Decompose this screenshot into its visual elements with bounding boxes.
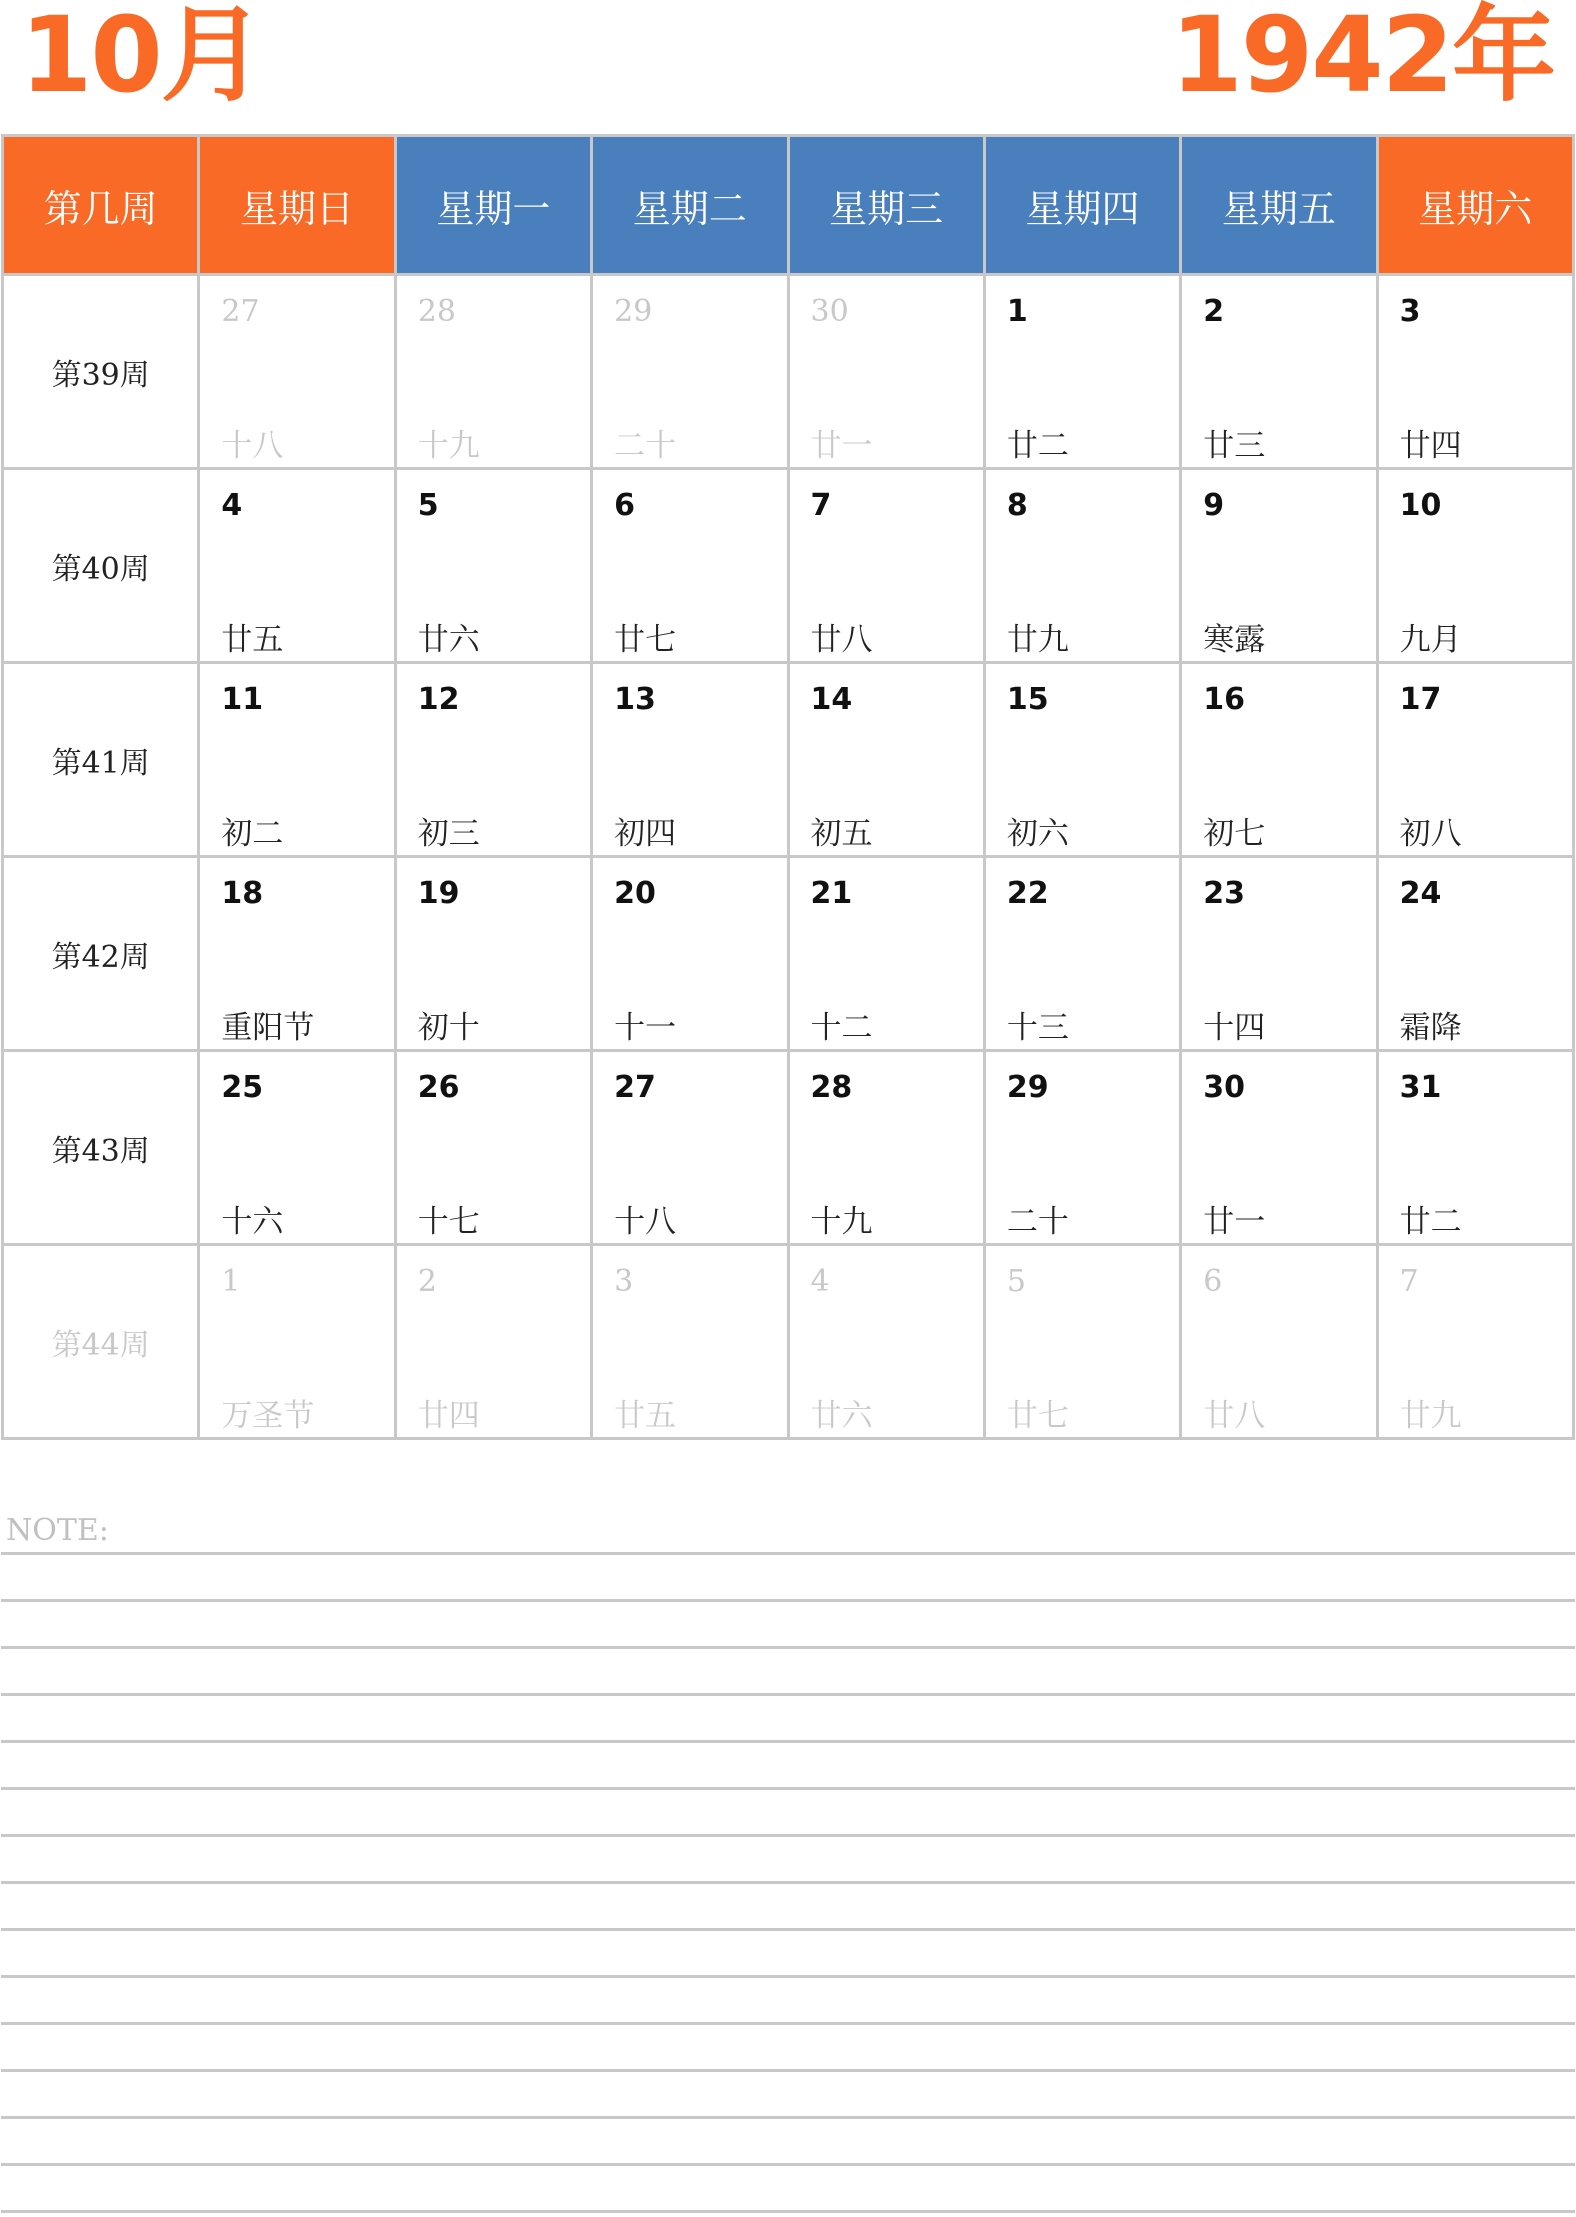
day-cell[interactable] bbox=[395, 663, 591, 857]
calendar-body bbox=[3, 275, 1574, 1439]
day-cell[interactable] bbox=[788, 663, 984, 857]
day-number: 22 bbox=[1006, 876, 1049, 911]
day-number: 13 bbox=[614, 682, 656, 717]
week-label: 第39周 bbox=[3, 275, 199, 469]
day-number: 28 bbox=[810, 1070, 853, 1105]
note-label: NOTE: bbox=[6, 1513, 109, 1548]
day-number: 25 bbox=[221, 1070, 264, 1105]
day-cell[interactable] bbox=[1181, 1051, 1377, 1245]
lunar-date: 二十 bbox=[1006, 1204, 1069, 1240]
lunar-date: 初六 bbox=[1006, 816, 1069, 852]
note-line bbox=[1, 1740, 1575, 1743]
day-number: 28 bbox=[417, 294, 456, 329]
day-cell[interactable] bbox=[788, 1051, 984, 1245]
lunar-date: 十六 bbox=[221, 1204, 284, 1240]
note-line bbox=[1, 2210, 1575, 2213]
lunar-date: 廿二 bbox=[1399, 1204, 1462, 1240]
week-label: 第41周 bbox=[3, 663, 199, 857]
day-cell[interactable] bbox=[395, 469, 591, 663]
day-number: 5 bbox=[1006, 1264, 1026, 1299]
header-friday: 星期五 bbox=[1181, 136, 1377, 275]
day-cell[interactable] bbox=[788, 275, 984, 469]
lunar-date: 十七 bbox=[417, 1204, 480, 1240]
header-tuesday: 星期二 bbox=[592, 136, 788, 275]
header-saturday: 星期六 bbox=[1377, 136, 1573, 275]
day-cell[interactable] bbox=[592, 469, 788, 663]
lunar-date: 初四 bbox=[614, 816, 677, 852]
day-number: 7 bbox=[810, 488, 832, 523]
day-cell[interactable] bbox=[1181, 663, 1377, 857]
day-cell[interactable] bbox=[592, 857, 788, 1051]
day-number: 12 bbox=[417, 682, 460, 717]
day-cell[interactable] bbox=[592, 663, 788, 857]
day-cell[interactable] bbox=[788, 857, 984, 1051]
day-number: 18 bbox=[221, 876, 264, 911]
day-number: 2 bbox=[1203, 294, 1225, 329]
header-wednesday: 星期三 bbox=[788, 136, 984, 275]
day-cell[interactable] bbox=[199, 469, 395, 663]
day-number: 1 bbox=[221, 1264, 241, 1299]
day-cell[interactable] bbox=[199, 275, 395, 469]
day-number: 27 bbox=[614, 1070, 656, 1105]
day-number: 3 bbox=[1399, 294, 1421, 329]
day-number: 5 bbox=[417, 488, 439, 523]
day-number: 10 bbox=[1399, 488, 1442, 523]
day-cell[interactable] bbox=[592, 275, 788, 469]
day-cell[interactable] bbox=[1377, 1245, 1573, 1439]
lunar-date: 十四 bbox=[1203, 1010, 1266, 1046]
day-number: 15 bbox=[1006, 682, 1049, 717]
day-cell[interactable] bbox=[592, 1245, 788, 1439]
note-line bbox=[1, 1646, 1575, 1649]
header-monday: 星期一 bbox=[395, 136, 591, 275]
day-cell[interactable] bbox=[395, 275, 591, 469]
week-label: 第42周 bbox=[3, 857, 199, 1051]
day-number: 29 bbox=[614, 294, 653, 329]
lunar-date: 万圣节 bbox=[221, 1398, 315, 1434]
note-line bbox=[1, 1881, 1575, 1884]
day-number: 8 bbox=[1006, 488, 1028, 523]
day-number: 30 bbox=[1203, 1070, 1245, 1105]
week-label: 第43周 bbox=[3, 1051, 199, 1245]
note-line bbox=[1, 1928, 1575, 1931]
day-cell[interactable] bbox=[984, 469, 1180, 663]
weekday-header-row bbox=[3, 136, 1574, 275]
lunar-date: 十九 bbox=[810, 1204, 873, 1240]
week-row bbox=[3, 275, 1574, 469]
lunar-date: 初八 bbox=[1399, 816, 1462, 852]
day-cell[interactable] bbox=[199, 663, 395, 857]
day-cell[interactable] bbox=[199, 857, 395, 1051]
lunar-date: 廿一 bbox=[810, 428, 873, 464]
day-cell[interactable] bbox=[984, 1245, 1180, 1439]
lunar-date: 廿三 bbox=[1203, 428, 1266, 464]
day-cell[interactable] bbox=[1377, 857, 1573, 1051]
day-cell[interactable] bbox=[1377, 1051, 1573, 1245]
lunar-date: 二十 bbox=[614, 428, 677, 464]
day-number: 19 bbox=[417, 876, 460, 911]
day-number: 16 bbox=[1203, 682, 1245, 717]
note-line bbox=[1, 2163, 1575, 2166]
day-number: 24 bbox=[1399, 876, 1442, 911]
lunar-date: 十一 bbox=[614, 1010, 677, 1046]
day-number: 6 bbox=[1203, 1264, 1223, 1299]
day-number: 23 bbox=[1203, 876, 1245, 911]
lunar-date: 十三 bbox=[1006, 1010, 1069, 1046]
note-line bbox=[1, 1552, 1575, 1555]
lunar-date: 初十 bbox=[417, 1010, 480, 1046]
lunar-date: 重阳节 bbox=[221, 1010, 315, 1046]
day-cell[interactable] bbox=[199, 1051, 395, 1245]
note-line bbox=[1, 2069, 1575, 2072]
lunar-date: 十八 bbox=[221, 428, 284, 464]
day-number: 14 bbox=[810, 682, 853, 717]
year-title: 1942年 bbox=[1170, 0, 1554, 116]
lunar-date: 廿四 bbox=[1399, 428, 1462, 464]
day-number: 3 bbox=[614, 1264, 634, 1299]
day-number: 27 bbox=[221, 294, 260, 329]
day-cell[interactable] bbox=[1377, 663, 1573, 857]
day-cell[interactable] bbox=[984, 275, 1180, 469]
lunar-date: 廿五 bbox=[614, 1398, 677, 1434]
lunar-date: 廿六 bbox=[417, 622, 480, 658]
day-number: 17 bbox=[1399, 682, 1442, 717]
day-cell[interactable] bbox=[199, 1245, 395, 1439]
day-cell[interactable] bbox=[592, 1051, 788, 1245]
day-cell[interactable] bbox=[1181, 857, 1377, 1051]
day-cell[interactable] bbox=[1181, 1245, 1377, 1439]
lunar-date: 廿六 bbox=[810, 1398, 873, 1434]
day-cell[interactable] bbox=[788, 1245, 984, 1439]
day-cell[interactable] bbox=[984, 1051, 1180, 1245]
day-cell[interactable] bbox=[1181, 275, 1377, 469]
lunar-date: 初五 bbox=[810, 816, 873, 852]
lunar-date: 廿八 bbox=[1203, 1398, 1266, 1434]
lunar-date: 廿七 bbox=[1006, 1398, 1069, 1434]
day-number: 1 bbox=[1006, 294, 1028, 329]
day-number: 20 bbox=[614, 876, 656, 911]
week-row bbox=[3, 1051, 1574, 1245]
month-title: 10月 bbox=[20, 0, 263, 116]
note-line bbox=[1, 1975, 1575, 1978]
day-number: 4 bbox=[810, 1264, 830, 1299]
day-number: 9 bbox=[1203, 488, 1225, 523]
day-number: 31 bbox=[1399, 1070, 1442, 1105]
day-number: 30 bbox=[810, 294, 849, 329]
day-number: 6 bbox=[614, 488, 635, 523]
week-row bbox=[3, 857, 1574, 1051]
lunar-date: 廿九 bbox=[1006, 622, 1069, 658]
note-line bbox=[1, 1599, 1575, 1602]
lunar-date: 十九 bbox=[417, 428, 480, 464]
lunar-date: 初七 bbox=[1203, 816, 1266, 852]
day-number: 21 bbox=[810, 876, 853, 911]
note-line bbox=[1, 1787, 1575, 1790]
lunar-date: 寒露 bbox=[1203, 622, 1266, 658]
day-number: 2 bbox=[417, 1264, 437, 1299]
lunar-date: 九月 bbox=[1399, 622, 1462, 658]
day-cell[interactable] bbox=[984, 857, 1180, 1051]
lunar-date: 廿九 bbox=[1399, 1398, 1462, 1434]
lunar-date: 初三 bbox=[417, 816, 480, 852]
header-thursday: 星期四 bbox=[984, 136, 1180, 275]
calendar-grid bbox=[1, 134, 1575, 1440]
day-number: 4 bbox=[221, 488, 243, 523]
lunar-date: 十二 bbox=[810, 1010, 873, 1046]
lunar-date: 廿二 bbox=[1006, 428, 1069, 464]
week-label: 第40周 bbox=[3, 469, 199, 663]
note-line bbox=[1, 1693, 1575, 1696]
lunar-date: 廿五 bbox=[221, 622, 284, 658]
lunar-date: 十八 bbox=[614, 1204, 677, 1240]
day-cell[interactable] bbox=[395, 857, 591, 1051]
note-line bbox=[1, 2022, 1575, 2025]
lunar-date: 廿一 bbox=[1203, 1204, 1266, 1240]
lunar-date: 廿四 bbox=[417, 1398, 480, 1434]
day-cell[interactable] bbox=[984, 663, 1180, 857]
day-cell[interactable] bbox=[1181, 469, 1377, 663]
lunar-date: 初二 bbox=[221, 816, 284, 852]
lunar-date: 霜降 bbox=[1399, 1010, 1462, 1046]
day-cell[interactable] bbox=[395, 1245, 591, 1439]
note-line bbox=[1, 1834, 1575, 1837]
week-row bbox=[3, 1245, 1574, 1439]
week-row bbox=[3, 663, 1574, 857]
day-number: 29 bbox=[1006, 1070, 1049, 1105]
note-line bbox=[1, 2116, 1575, 2119]
day-cell[interactable] bbox=[788, 469, 984, 663]
day-cell[interactable] bbox=[1377, 469, 1573, 663]
week-row bbox=[3, 469, 1574, 663]
day-number: 26 bbox=[417, 1070, 460, 1105]
day-number: 7 bbox=[1399, 1264, 1419, 1299]
lunar-date: 廿八 bbox=[810, 622, 873, 658]
day-cell[interactable] bbox=[395, 1051, 591, 1245]
day-number: 11 bbox=[221, 682, 264, 717]
header-week-number: 第几周 bbox=[3, 136, 199, 275]
lunar-date: 廿七 bbox=[614, 622, 677, 658]
header-sunday: 星期日 bbox=[199, 136, 395, 275]
day-cell[interactable] bbox=[1377, 275, 1573, 469]
week-label: 第44周 bbox=[3, 1245, 199, 1439]
